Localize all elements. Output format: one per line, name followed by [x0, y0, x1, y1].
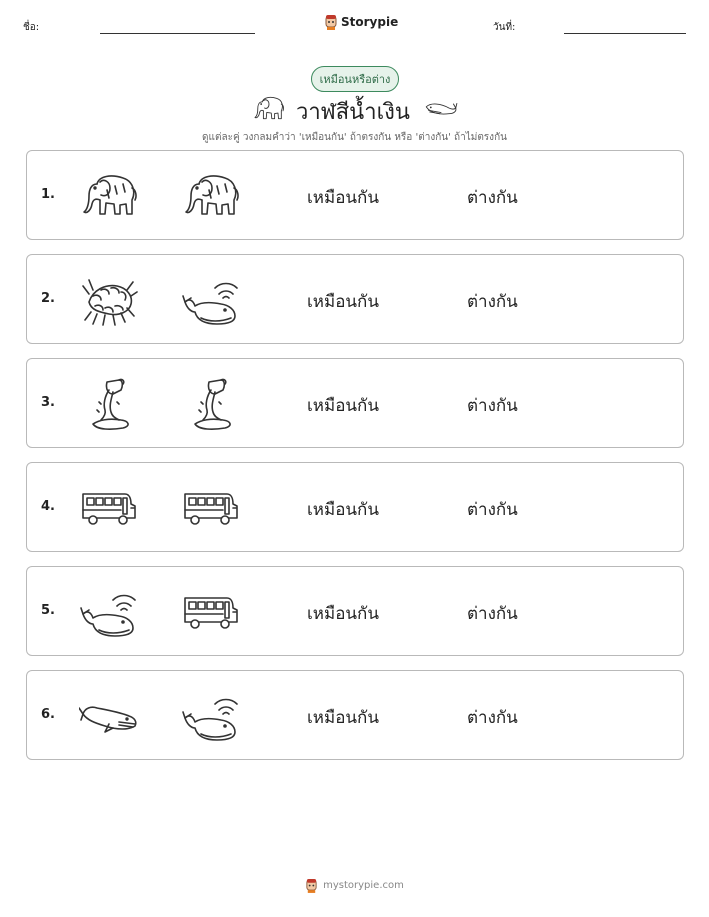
school-bus-icon [181, 480, 241, 536]
date-label: วันที่: [493, 22, 516, 33]
whale-spout-icon [181, 688, 241, 744]
storypie-mascot-icon [324, 14, 338, 30]
brand-logo [324, 14, 398, 30]
different-option[interactable]: ต่างกัน [467, 708, 518, 728]
same-option[interactable]: เหมือนกัน [307, 292, 379, 312]
same-option[interactable]: เหมือนกัน [307, 604, 379, 624]
footer-site: mystorypie.com [323, 880, 404, 891]
pouring-water-icon [79, 376, 139, 432]
elephant-icon [79, 168, 139, 224]
whale-spout-icon [181, 272, 241, 328]
item-card [26, 254, 684, 344]
item-card [26, 462, 684, 552]
same-option[interactable]: เหมือนกัน [307, 188, 379, 208]
item-number: 6. [41, 707, 55, 722]
elephant-icon [252, 94, 286, 122]
different-option[interactable]: ต่างกัน [467, 292, 518, 312]
different-option[interactable]: ต่างกัน [467, 188, 518, 208]
same-option[interactable]: เหมือนกัน [307, 708, 379, 728]
elephant-icon [181, 168, 241, 224]
item-number: 1. [41, 187, 55, 202]
item-number: 5. [41, 603, 55, 618]
item-card [26, 670, 684, 760]
whale-spout-icon [79, 584, 139, 640]
brand-name: Storypie [341, 15, 399, 29]
storypie-mascot-icon [305, 878, 318, 893]
different-option[interactable]: ต่างกัน [467, 396, 518, 416]
school-bus-icon [79, 480, 139, 536]
blue-whale-icon [79, 688, 139, 744]
name-line [100, 33, 255, 34]
school-bus-icon [181, 584, 241, 640]
pouring-water-icon [181, 376, 241, 432]
topic-tag: เหมือนหรือต่าง [311, 66, 399, 92]
title-row [0, 94, 709, 124]
different-option[interactable]: ต่างกัน [467, 500, 518, 520]
item-number: 2. [41, 291, 55, 306]
worksheet-title: วาฬสีน้ำเงิน [296, 100, 410, 125]
name-label: ชื่อ: [23, 22, 40, 33]
item-number: 3. [41, 395, 55, 410]
same-option[interactable]: เหมือนกัน [307, 500, 379, 520]
date-line [564, 33, 686, 34]
different-option[interactable]: ต่างกัน [467, 604, 518, 624]
item-number: 4. [41, 499, 55, 514]
whale-icon [424, 96, 458, 120]
worksheet-header [0, 14, 709, 44]
krill-icon [79, 272, 139, 328]
item-card [26, 150, 684, 240]
same-option[interactable]: เหมือนกัน [307, 396, 379, 416]
item-card [26, 358, 684, 448]
footer [0, 878, 709, 893]
item-card [26, 566, 684, 656]
instruction-text: ดูแต่ละคู่ วงกลมคำว่า 'เหมือนกัน' ถ้าตรงกัน หรือ 'ต่างกัน' ถ้าไม่ตรงกัน [202, 132, 507, 143]
